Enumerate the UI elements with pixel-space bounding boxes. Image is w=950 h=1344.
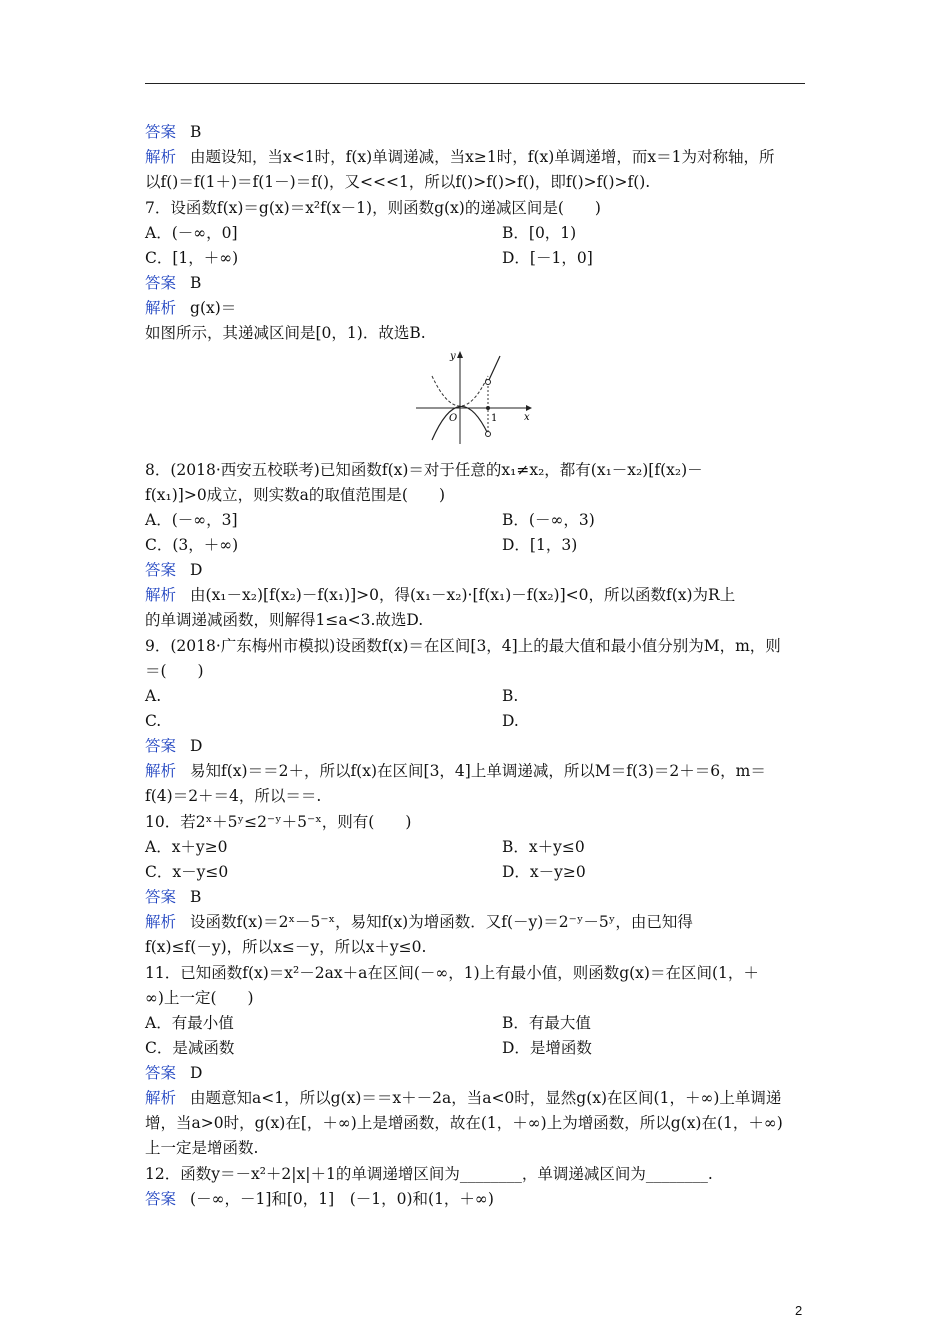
text-line: ＝( ) <box>145 662 204 680</box>
analysis-line: 解析 g(x)＝ <box>145 299 237 317</box>
open-point-top <box>486 380 491 385</box>
analysis-line: 解析 易知f(x)＝＝2＋，所以f(x)在区间[3，4]上单调递减，所以M＝f(3)＝2＋＝6，m＝ <box>145 762 766 780</box>
text-line: 以f()＝f(1＋)＝f(1－)＝f()，又<<<1，所以f()>f()>f()，即f()>f()>f(). <box>145 173 651 191</box>
answer-line: 答案 D <box>145 561 203 579</box>
text-line: 上一定是增函数. <box>145 1139 259 1157</box>
option-d: D．是增函数 <box>502 1039 592 1057</box>
option-b: B．有最大值 <box>502 1014 591 1032</box>
x-axis-label: x <box>524 412 530 423</box>
question-10: 10．若2ˣ＋5ʸ≤2⁻ʸ＋5⁻ˣ，则有( ) <box>145 813 412 831</box>
option-d: D．x－y≥0 <box>502 863 586 881</box>
page-number: 2 <box>795 1303 803 1318</box>
answer-line: 答案 B <box>145 888 202 906</box>
analysis-line: 解析 由题设知，当x<1时，f(x)单调递减，当x≥1时，f(x)单调递增，而x＝1为对称轴，所 <box>145 148 775 166</box>
analysis-line: 解析 设函数f(x)＝2ˣ－5⁻ˣ，易知f(x)为增函数．又f(－y)＝2⁻ʸ－5ʸ，由已知得 <box>145 913 693 931</box>
option-c: C. <box>145 712 162 730</box>
question-12: 12．函数y＝－x²＋2|x|＋1的单调递增区间为________，单调递减区间为________. <box>145 1165 713 1183</box>
option-a: A．(－∞，0] <box>145 224 238 242</box>
question-11: 11．已知函数f(x)＝x²－2ax＋a在区间(－∞，1)上有最小值，则函数g(x)＝在区间(1，＋ <box>145 964 759 982</box>
option-c: C．是减函数 <box>145 1039 235 1057</box>
answer-line: 答案 B <box>145 123 202 141</box>
text-line: f(4)＝2＋＝4，所以＝＝. <box>145 787 322 805</box>
tick-label-1: 1 <box>491 413 498 424</box>
text-line: ∞)上一定( ) <box>145 989 254 1007</box>
option-b: B．(－∞，3) <box>502 511 595 529</box>
analysis-line: 解析 由题意知a<1，所以g(x)＝＝x＋－2a，当a<0时，显然g(x)在区间(1，＋∞)上单调递 <box>145 1089 782 1107</box>
answer-line: 答案 D <box>145 1064 203 1082</box>
option-c: C．(3，＋∞) <box>145 536 239 554</box>
option-a: A．x＋y≥0 <box>145 838 228 856</box>
y-axis-label: y <box>450 351 456 362</box>
x-axis-arrow <box>526 405 532 411</box>
origin-label: O <box>449 413 458 424</box>
analysis-line: 解析 由(x₁－x₂)[f(x₂)－f(x₁)]>0，得(x₁－x₂)·[f(x₁)－f(x₂)]<0，所以函数f(x)为R上 <box>145 586 736 604</box>
option-d: D．[1，3) <box>502 536 578 554</box>
question-8: 8．(2018·西安五校联考)已知函数f(x)＝对于任意的x₁≠x₂，都有(x₁－x₂)[f(x₂)－ <box>145 461 703 479</box>
option-b: B．x＋y≤0 <box>502 838 585 856</box>
option-a: A. <box>145 687 162 705</box>
question-7: 7．设函数f(x)＝g(x)＝x²f(x－1)，则函数g(x)的递减区间是( ) <box>145 199 601 217</box>
solid-right-curve <box>488 356 500 382</box>
answer-line: 答案 D <box>145 737 203 755</box>
text-line: f(x₁)]>0成立，则实数a的取值范围是( ) <box>145 486 446 504</box>
option-b: B. <box>502 687 519 705</box>
option-b: B．[0，1) <box>502 224 577 242</box>
y-axis-arrow <box>457 351 463 358</box>
open-point-bottom <box>486 432 491 437</box>
option-d: D．[－1，0] <box>502 249 593 267</box>
text-line: 如图所示，其递减区间是[0，1)．故选B. <box>145 324 426 342</box>
option-a: A．(－∞，3] <box>145 511 238 529</box>
answer-line: 答案 (－∞，－1]和[0，1] (－1，0)和(1，＋∞) <box>145 1190 494 1208</box>
answer-line: 答案 B <box>145 274 202 292</box>
option-c: C．[1，＋∞) <box>145 249 239 267</box>
question-9: 9．(2018·广东梅州市模拟)设函数f(x)＝在区间[3，4]上的最大值和最小值分别为M，m，则 <box>145 637 781 655</box>
option-d: D. <box>502 712 519 730</box>
point-1 <box>486 406 490 410</box>
header-rule <box>145 83 805 84</box>
function-graph <box>414 348 534 446</box>
text-line: 增，当a>0时，g(x)在[，＋∞)上是增函数，故在(1，＋∞)上为增函数，所以g(x)在(1，＋∞) <box>145 1114 783 1132</box>
option-a: A．有最小值 <box>145 1014 234 1032</box>
text-line: 的单调递减函数，则解得1≤a<3.故选D. <box>145 611 424 629</box>
option-c: C．x－y≤0 <box>145 863 229 881</box>
text-line: f(x)≤f(－y)，所以x≤－y，所以x＋y≤0. <box>145 938 427 956</box>
